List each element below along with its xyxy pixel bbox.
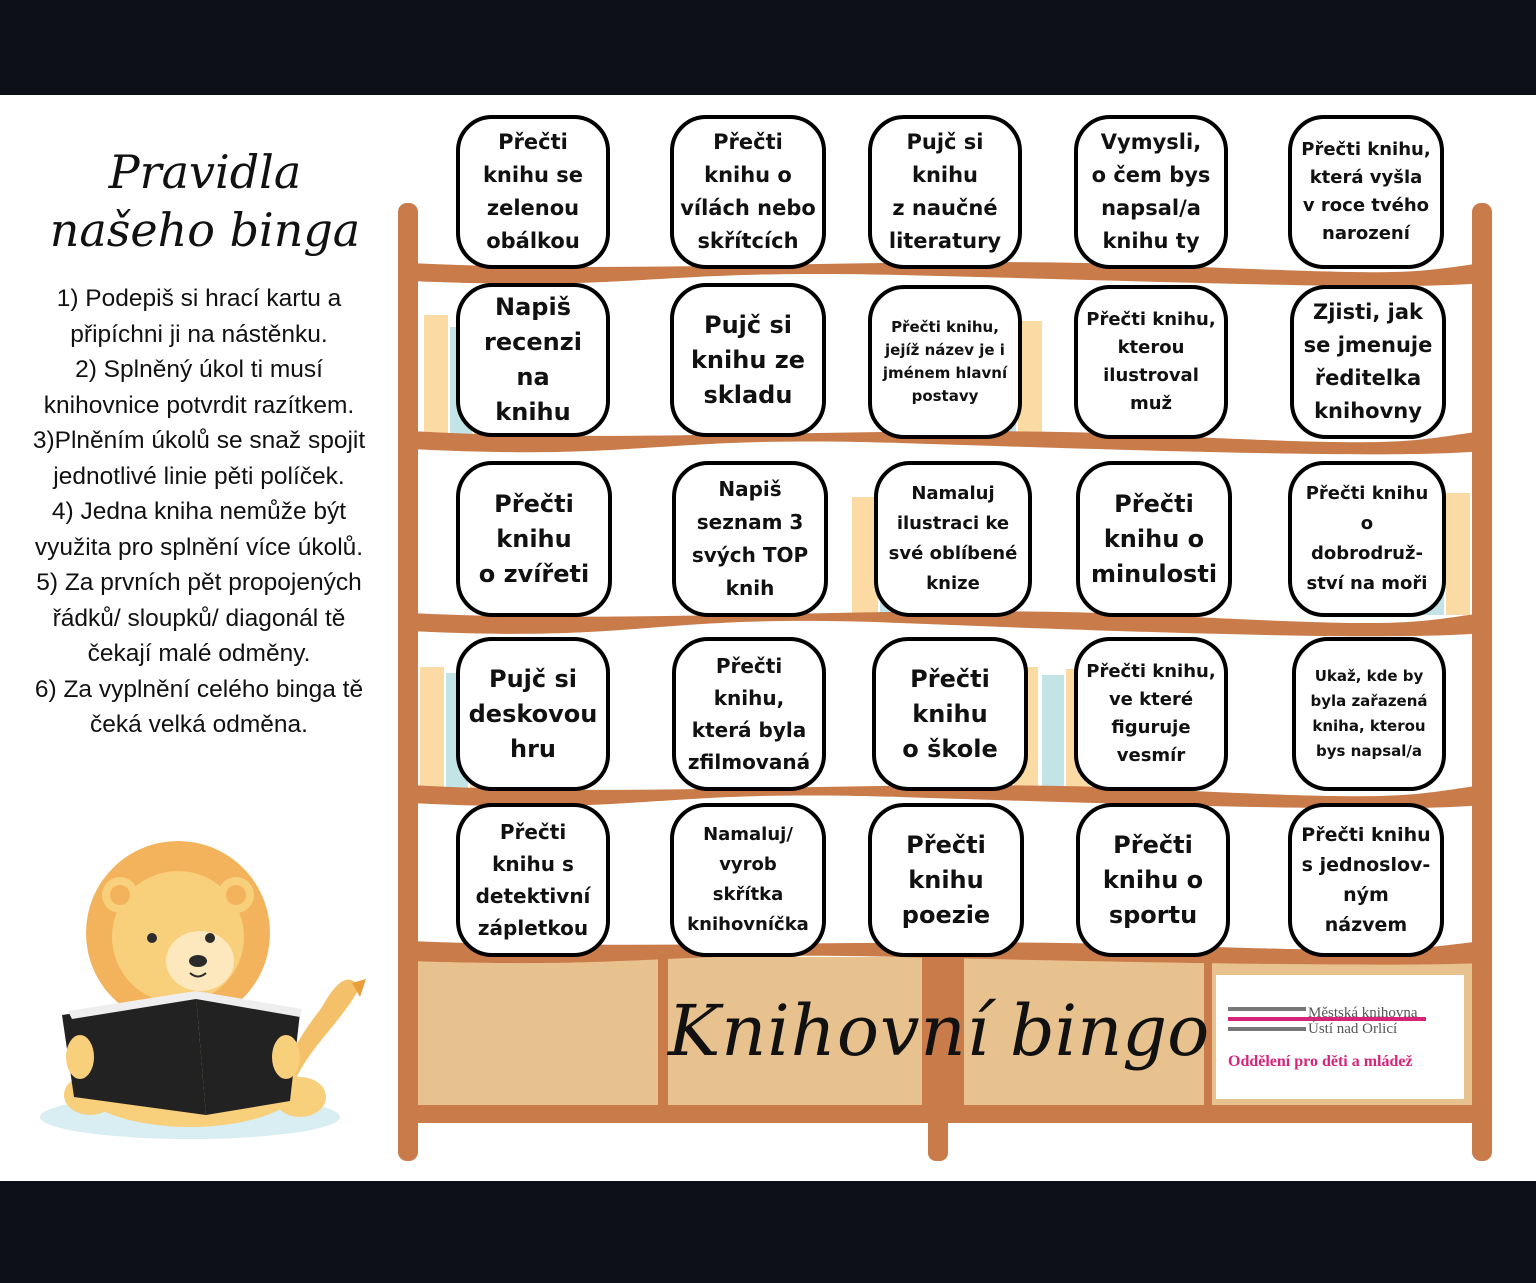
bingo-cell-r5c3[interactable]: Přečti knihu poezie [868, 803, 1024, 957]
bingo-cell-r4c1[interactable]: Pujč si deskovou hru [456, 637, 610, 791]
logo-gray-bar [1228, 1007, 1306, 1011]
library-logo [1216, 975, 1464, 1099]
bingo-cell-r5c4[interactable]: Přečti knihu o sportu [1076, 803, 1230, 957]
rule-item: 4) Jedna kniha nemůže být využita pro splnění více úkolů. [34, 498, 364, 561]
rule-item: 1) Podepiš si hrací kartu a připíchni ji na nástěnku. [56, 285, 342, 348]
bingo-card [0, 95, 1536, 1181]
bingo-cell-r1c1[interactable]: Přečti knihu se zelenou obálkou [456, 115, 610, 269]
bingo-cell-r3c3[interactable]: Namaluj ilustraci ke své oblíbené knize [874, 461, 1032, 617]
logo-department: Oddělení pro děti a mládež [1228, 1053, 1413, 1070]
logo-name-line1: Městská knihovna [1308, 1005, 1418, 1021]
logo-gray-bar [1228, 1027, 1306, 1031]
bingo-cell-r4c2[interactable]: Přečti knihu, která byla zfilmovaná [672, 637, 826, 791]
bingo-cell-r3c1[interactable]: Přečti knihu o zvířeti [456, 461, 612, 617]
bingo-cell-r4c5[interactable]: Ukaž, kde by byla zařazená kniha, kterou bys napsal/a [1292, 637, 1446, 791]
bingo-cell-r2c1[interactable]: Napiš recenzi na knihu [456, 283, 610, 437]
bingo-cell-r3c4[interactable]: Přečti knihu o minulosti [1076, 461, 1232, 617]
rules-list [18, 281, 380, 743]
lion-reading-icon [40, 841, 366, 1139]
title-knihovni: Knihovní [668, 990, 991, 1072]
bingo-cell-r5c5[interactable]: Přečti knihu s jednoslov- ným názvem [1288, 803, 1444, 957]
bingo-cell-r2c5[interactable]: Zjisti, jak se jmenuje ředitelka knihovny [1290, 285, 1446, 439]
bingo-cell-r4c3[interactable]: Přečti knihu o škole [872, 637, 1028, 791]
bingo-cell-r2c2[interactable]: Pujč si knihu ze skladu [670, 283, 826, 437]
bingo-cell-r1c5[interactable]: Přečti knihu, která vyšla v roce tvého narození [1288, 115, 1444, 269]
bingo-cell-r3c2[interactable]: Napiš seznam 3 svých TOP knih [672, 461, 828, 617]
bingo-cell-r5c1[interactable]: Přečti knihu s detektivní zápletkou [456, 803, 610, 957]
bingo-cell-r4c4[interactable]: Přečti knihu, ve které figuruje vesmír [1074, 637, 1228, 791]
rule-item: 5) Za prvních pět propojených řádků/ sloupků/ diagonál tě čekají malé odměny. [36, 569, 362, 667]
bingo-cell-r1c2[interactable]: Přečti knihu o vílách nebo skřítcích [670, 115, 826, 269]
bingo-cell-r5c2[interactable]: Namaluj/ vyrob skřítka knihovníčka [670, 803, 826, 957]
logo-name-line2: Ústí nad Orlicí [1308, 1021, 1398, 1037]
rule-item: 2) Splněný úkol ti musí knihovnice potvrdit razítkem. [43, 356, 355, 419]
rule-item: 3)Plněním úkolů se snaž spojit jednotlivé linie pěti políček. [32, 427, 366, 490]
rules-title: Pravidla našeho binga [49, 145, 361, 257]
rule-item: 6) Za vyplnění celého binga tě čeká velká odměna. [34, 675, 364, 738]
bingo-cell-r3c5[interactable]: Přečti knihu o dobrodruž- ství na moři [1288, 461, 1446, 617]
logo-name [1308, 1005, 1418, 1037]
bingo-cell-r2c3[interactable]: Přečti knihu, jejíž název je i jménem hlavní postavy [868, 285, 1022, 439]
bingo-cell-r1c3[interactable]: Pujč si knihu z naučné literatury [868, 115, 1022, 269]
bingo-cell-r1c4[interactable]: Vymysli, o čem bys napsal/a knihu ty [1074, 115, 1228, 269]
bingo-cell-r2c4[interactable]: Přečti knihu, kterou ilustroval muž [1074, 285, 1228, 439]
title-bingo: bingo [1010, 990, 1210, 1072]
